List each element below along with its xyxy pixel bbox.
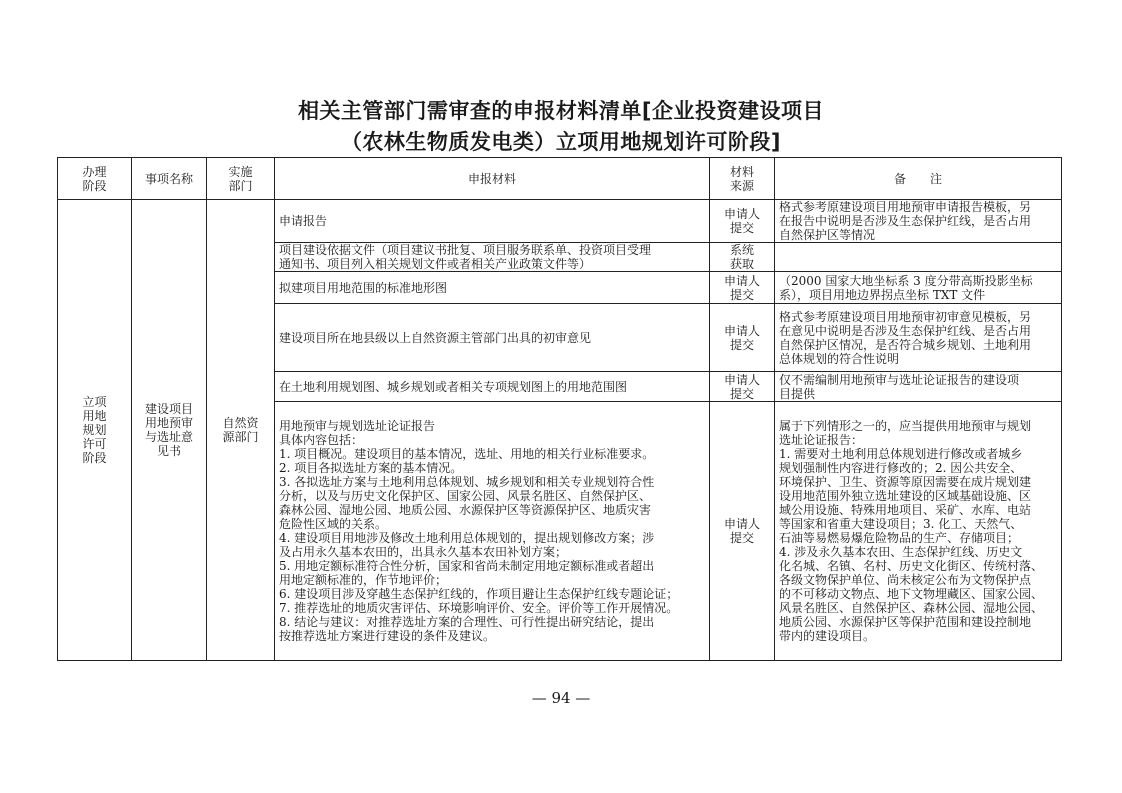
- remark-cell: （2000 国家大地坐标系 3 度分带高斯投影坐标 系），项目用地边界拐点坐标 TXT 文件: [775, 272, 1062, 304]
- source-cell: 申请人 提交: [710, 372, 775, 402]
- material-cell: 项目建设依据文件（项目建议书批复、项目服务联系单、投资项目受理 通知书、项目列入相关规划文件或者相关产业政策文件等）: [275, 243, 710, 272]
- source-cell: 申请人 提交: [710, 200, 775, 243]
- remark-cell: 属于下列情形之一的，应当提供用地预审与规划 选址论证报告： 1. 需要对土地利用总体规划进行修改或者城乡 规划强制性内容进行修改的；2. 因公共安全、 环境保护、卫生、资源等原因需要在成片规划建 设用地范围外独立选址建设的区域基础设施、区 域公用设施、特殊用地项目、采矿、水库、电站 等国家和省重大建设项目；3. 化工、天然气、 石油等易燃易爆危险物品的生产、存储项目； 4. 涉及永久基本农田、生态保护红线、历史文 化名城、名镇、名村、历史文化街区、传统村落、 各级文物保护单位、尚未核定公布为文物保护点 的不可移动文物点、地下文物埋藏区、国家公园、 风景名胜区、自然保护区、森林公园、湿地公园、 地质公园、水源保护区等保护范围和建设控制地 带内的建设项目。: [775, 402, 1062, 661]
- department-cell: 自然资 源部门: [207, 200, 275, 661]
- material-cell: 拟建项目用地范围的标准地形图: [275, 272, 710, 304]
- header-remarks: 备 注: [775, 158, 1062, 200]
- source-cell: 系统 获取: [710, 243, 775, 272]
- source-cell: 申请人 提交: [710, 304, 775, 372]
- remark-cell: 格式参考原建设项目用地预审初审意见模板，另 在意见中说明是否涉及生态保护红线、是否占用 自然保护区情况，是否符合城乡规划、土地利用 总体规划的符合性说明: [775, 304, 1062, 372]
- source-cell: 申请人 提交: [710, 272, 775, 304]
- header-phase: 办理 阶段: [58, 158, 132, 200]
- header-item-name: 事项名称: [132, 158, 207, 200]
- material-cell: 在土地利用规划图、城乡规划或者相关专项规划图上的用地范围图: [275, 372, 710, 402]
- page-number: — 94 —: [531, 689, 591, 707]
- remark-cell: [775, 243, 1062, 272]
- table-row: [58, 200, 1062, 243]
- page-title-line-1: 相关主管部门需审查的申报材料清单[企业投资建设项目: [297, 99, 825, 123]
- header-source: 材料 来源: [710, 158, 775, 200]
- remark-cell: 格式参考原建设项目用地预审申请报告模板，另 在报告中说明是否涉及生态保护红线，是否占用 自然保护区等情况: [775, 200, 1062, 243]
- phase-cell: 立项 用地 规划 许可 阶段: [58, 200, 132, 661]
- page-title-line-2: （农林生物质发电类）立项用地规划许可阶段]: [340, 130, 782, 154]
- material-cell: 建设项目所在地县级以上自然资源主管部门出具的初审意见: [275, 304, 710, 372]
- material-cell: 申请报告: [275, 200, 710, 243]
- remark-cell: 仅不需编制用地预审与选址论证报告的建设项 目提供: [775, 372, 1062, 402]
- item-name-cell: 建设项目 用地预审 与选址意 见书: [132, 200, 207, 661]
- header-materials: 申报材料: [275, 158, 710, 200]
- header-department: 实施 部门: [207, 158, 275, 200]
- material-cell: 用地预审与规划选址论证报告 具体内容包括： 1. 项目概况。建设项目的基本情况，选址、用地的相关行业标准要求。 2. 项目各拟选址方案的基本情况。 3. 各拟选址方案与土地利用总体规划、城乡规划和相关专业规划符合性 分析，以及与历史文化保护区、国家公园、风景名胜区、自然保护区、 森林公园、湿地公园、地质公园、水源保护区等资源保护区、地质灾害 危险性区域的关系。 4. 建设项目用地涉及修改土地利用总体规划的，提出规划修改方案；涉 及占用永久基本农田的，出具永久基本农田补划方案； 5. 用地定额标准符合性分析，国家和省尚未制定用地定额标准或者超出 用地定额标准的，作节地评价； 6. 建设项目涉及穿越生态保护红线的，作项目避让生态保护红线专题论证； 7. 推荐选址的地质灾害评估、环境影响评价、安全。评价等工作开展情况。 8. 结论与建议：对推荐选址方案的合理性、可行性提出研究结论，提出 按推荐选址方案进行建设的条件及建议。: [275, 402, 710, 661]
- materials-table: [57, 157, 1062, 661]
- source-cell: 申请人 提交: [710, 402, 775, 661]
